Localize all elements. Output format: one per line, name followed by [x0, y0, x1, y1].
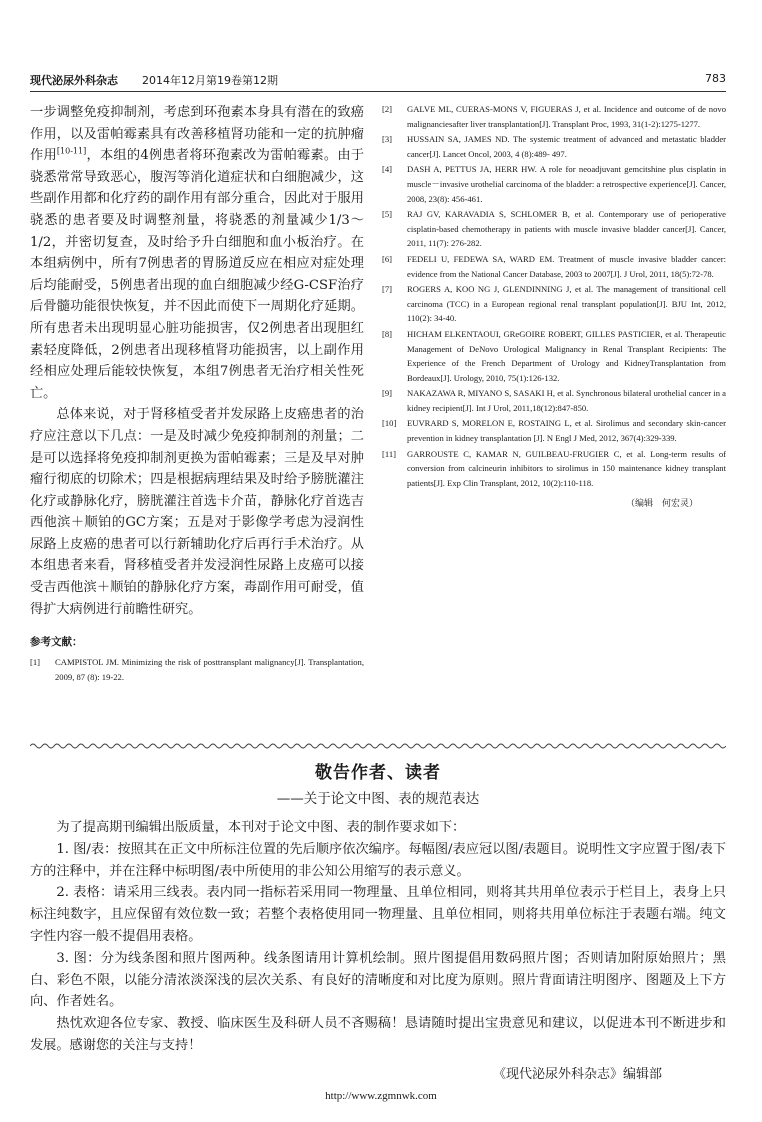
notice-intro: 为了提高期刊编辑出版质量，本刊对于论文中图、表的制作要求如下： [56, 820, 466, 835]
notice-item-2: 2. 表格：请采用三线表。表内同一指标若采用同一物理量、且单位相同，则将其共用单位表示于栏目上，表身上只标注纯数字，且应保留有效位数一致；若整个表格使用同一物理量、且单位相同，则将共用单位标注于表题右端。纯文字性内容一般不提倡用表格。 [30, 885, 726, 944]
reference-text: GALVE ML, CUERAS-MONS V, FIGUERAS J, et al. Incidence and outcome of de novo malignanciesafter liver transplantation[J]. Transplant Proc, 1993, 31(1-2):1275-1277. [407, 104, 726, 129]
reference-text: ROGERS A, KOO NG J, GLENDINNING J, et al. The management of transitional cell carcinoma (TCC) in a European regional renal transplant population[J]. BJU Int, 2012, 110(2): 34-40. [407, 284, 726, 324]
references-title: 参考文献： [30, 636, 83, 649]
notice-item-3: 3. 图：分为线条图和照片图两种。线条图请用计算机绘制。照片图提倡用数码照片图；否则请加附原始照片；黑白、彩色不限，以能分清浓淡深浅的层次关系、有良好的清晰度和对比度为原则。照片背面请注明图序、图题及上下方向、作者姓名。 [30, 950, 726, 1010]
reference-item [382, 132, 726, 161]
reference-text: DASH A, PETTUS JA, HERR HW. A role for neoadjuvant gemcitshine plus cisplatin in muscle－invasive urothelial carcinoma of the bladder: a retrospective experience[J]. Cancer, 2008, 23(8): 456-461. [407, 164, 726, 204]
reference-item [382, 102, 726, 131]
header-rule [30, 91, 726, 92]
reference-item [30, 655, 364, 684]
reference-text: HUSSAIN SA, JAMES ND. The systemic treatment of advanced and metastatic bladder cancer[J]. Lancet Oncol, 2003, 4 (8):489- 497. [407, 134, 726, 159]
wavy-divider [30, 740, 726, 752]
body-paragraph-2: 总体来说，对于肾移植受者并发尿路上皮癌患者的治疗应注意以下几点：一是及时减少免疫抑制剂的剂量；二是可以选择将免疫抑制剂更换为雷帕霉素；三是及早对肿瘤行彻底的切除术；四是根据病理结果及时给予膀胱灌注化疗或静脉化疗，膀胱灌注首选卡介苗，静脉化疗首选吉西他滨＋顺铂的GC方案；五是对于影像学考虑为浸润性尿路上皮癌的患者可以行新辅助化疗后再行手术治疗。从本组患者来看，肾移植受者并发浸润性尿路上皮癌可以接受吉西他滨＋顺铂的静脉化疗方案，毒副作用可耐受，值得扩大病例进行前瞻性研究。 [30, 407, 364, 617]
right-column [382, 102, 726, 509]
reference-number: [1] [30, 657, 41, 668]
reference-item [382, 386, 726, 415]
notice-title: 敬告作者、读者 [315, 763, 441, 783]
journal-name: 现代泌尿外科杂志 [30, 74, 118, 87]
reference-number: [11] [382, 448, 396, 459]
notice-section [30, 758, 726, 1082]
reference-item [382, 162, 726, 206]
editor-note: （编辑 何宏灵） [625, 499, 698, 510]
reference-list [382, 102, 726, 490]
reference-text: NAKAZAWA R, MIYANO S, SASAKI H, et al. Synchronous bilateral urothelial cancer in a kidney recipient[J]. Int J Urol, 2011,18(12):847-850. [407, 388, 726, 413]
notice-closing: 热忱欢迎各位专家、教授、临床医生及科研人员不吝赐稿！恳请随时提出宝贵意见和建议，以促进本刊不断进步和发展。感谢您的关注与支持！ [30, 1016, 726, 1053]
reference-number: [5] [382, 209, 393, 220]
body-paragraph-1 [30, 102, 364, 404]
reference-number: [4] [382, 164, 393, 175]
reference-text: CAMPISTOL JM. Minimizing the risk of posttransplant malignancy[J]. Transplantation, 2009, 87 (8): 19-22. [55, 657, 364, 682]
reference-number: [6] [382, 253, 393, 264]
reference-number: [2] [382, 104, 393, 114]
reference-text: RAJ GV, KARAVADIA S, SCHLOMER B, et al. Contemporary use of perioperative cisplatin-based chemotherapy in patients with muscle invasive bladder cancer[J]. Cancer, 2011, 11(7): 276-282. [407, 209, 726, 249]
reference-item [382, 207, 726, 251]
reference-number: [9] [382, 388, 393, 399]
reference-item [382, 282, 726, 326]
footer-url[interactable]: http://www.zgmnwk.com [325, 1090, 437, 1102]
reference-number: [3] [382, 134, 393, 145]
citation-marker: [10-11] [56, 146, 87, 156]
para1-part-b: ，本组的4例患者将环孢素改为雷帕霉素。由于骁悉常常导致恶心，腹泻等消化道症状和白细胞减少，这些副作用都和化疗药的副作用有部分重合，因此对于服用骁悉的患者要及时调整剂量，将骁悉的剂量减少1/3～1/2，并密切复查，及时给予升白细胞和血小板治疗。在本组病例中，所有7例患者的胃肠道反应在相应对症处理后均能耐受，5例患者出现的血白细胞减少经G-CSF治疗后骨髓功能很快恢复，并不因此而使下一周期化疗延期。所有患者未出现明显心脏功能损害，仅2例患者出现胆红素轻度降低，2例患者出现移植肾功能损害，以上副作用经相应处理后能较快恢复，本组7例患者无治疗相关性死亡。 [30, 148, 365, 401]
reference-text: EUVRARD S, MORELON E, ROSTAING L, et al. Sirolimus and secondary skin-cancer prevention in kidney transplantation [J]. N Engl J Med, 2012, 367(4):329-339. [407, 418, 726, 444]
reference-item [382, 416, 726, 445]
notice-signature: 《现代泌尿外科杂志》编辑部 [492, 1066, 662, 1082]
page-header [30, 72, 726, 88]
reference-number: [7] [382, 284, 393, 295]
reference-number: [8] [382, 328, 393, 339]
reference-item [382, 252, 726, 281]
reference-item [382, 447, 726, 491]
left-column [30, 102, 364, 685]
reference-text: GARROUSTE C, KAMAR N, GUILBEAU-FRUGIER C, et al. Long-term results of conversion from calcineurin inhibitors to sirolimus in 150 maintenance kidney transplant patients[J]. Exp Clin Transplant, 2012, 10(2):110-118. [407, 448, 726, 488]
page-number: 783 [705, 72, 726, 85]
para1-part-a: 一步调整免疫抑制剂，考虑到环孢素本身具有潜在的致癌作用，以及雷帕霉素具有改善移植肾功能和一定的抗肿瘤作用 [30, 105, 364, 164]
notice-item-1: 1. 图/表：按照其在正文中所标注位置的先后顺序依次编序。每幅图/表应冠以图/表题目。说明性文字应置于图/表下方的注释中，并在注释中标明图/表中所使用的非公知公用缩写的表示意义。 [30, 841, 726, 879]
reference-text: FEDELI U, FEDEWA SA, WARD EM. Treatment of muscle invasive bladder cancer: evidence from the National Cancer Database, 2003 to 2007[J]. J Urol, 2011, 18(5):72-78. [407, 253, 726, 279]
notice-subtitle: ——关于论文中图、表的规范表达 [276, 791, 480, 807]
issue-info: 2014年12月第19卷第12期 [142, 74, 278, 87]
reference-number: [10] [382, 418, 397, 429]
reference-item [382, 327, 726, 385]
reference-text: HICHAM ELKENTAOUI, GReGOIRE ROBERT, GILLES PASTICIER, et al. Therapeutic Management of DeNovo Urological Malignancy in Renal Transplant Recipients: The Experience of the French Department of Urology and KidneyTransplantation from Bordeaux[J]. Urology, 2010, 75(1):126-132. [407, 328, 726, 383]
